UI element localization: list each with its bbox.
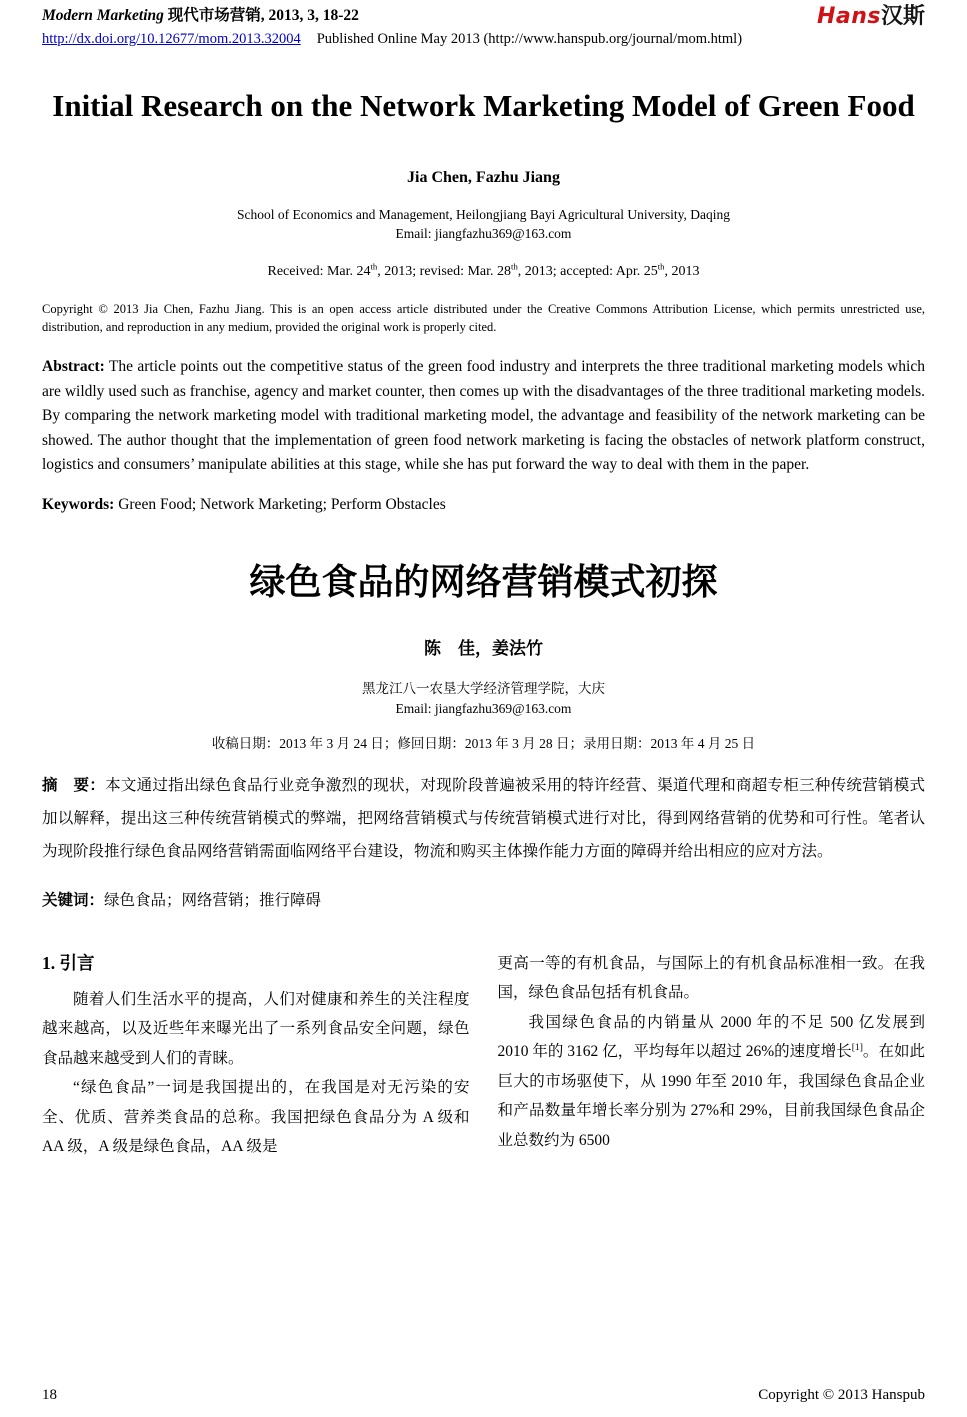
keywords-label: Keywords:: [42, 496, 115, 513]
page-number: 18: [42, 1387, 57, 1403]
body-columns: [42, 949, 925, 1162]
received-dates-cn: 收稿日期：2013 年 3 月 24 日；修回日期：2013 年 3 月 28 日；录用日期：2013 年 4 月 25 日: [211, 736, 756, 751]
email-cn: Email: jiangfazhu369@163.com: [395, 701, 572, 716]
hanspub-logo: [817, 6, 925, 28]
affiliation-cn: 黑龙江八一农垦大学经济管理学院，大庆: [362, 681, 605, 696]
right-column: [498, 949, 926, 1162]
doi-link[interactable]: http://dx.doi.org/10.12677/mom.2013.32004: [42, 31, 301, 47]
body-paragraph: 更高一等的有机食品，与国际上的有机食品标准相一致。在我国，绿色食品包括有机食品。: [497, 954, 925, 1001]
keywords-cn-label: 关键词：: [42, 891, 105, 909]
text-fragment: , 2013: [664, 264, 700, 279]
body-paragraph: 随着人们生活水平的提高，人们对健康和养生的关注程度越来越高，以及近些年来曝光出了一系列食品安全问题，绿色食品越来越受到人们的青睐。: [42, 990, 470, 1067]
citation-ref-1: [1]: [851, 1041, 863, 1053]
hanspub-logo-cn: 汉斯: [880, 4, 925, 29]
keywords-text: Green Food; Network Marketing; Perform Obstacles: [114, 496, 446, 513]
keywords-cn-text: 绿色食品；网络营销；推行障碍: [104, 891, 322, 909]
journal-issue-info: 现代市场营销, 2013, 3, 18-22: [163, 7, 359, 24]
abstract-cn: [42, 769, 925, 868]
journal-name: Modern Marketing: [42, 7, 164, 24]
email-en: Email: jiangfazhu369@163.com: [395, 226, 572, 241]
abstract-cn-label: 摘 要：: [42, 777, 106, 794]
journal-title: [42, 6, 359, 26]
ordinal-superscript: th: [657, 261, 665, 272]
body-paragraph: [498, 1008, 926, 1156]
journal-header: [42, 6, 925, 28]
text-fragment: , 2013; revised: Mar. 28: [377, 264, 512, 279]
text-fragment: Received: Mar. 24: [267, 264, 371, 279]
text-fragment: 我国绿色食品的内销量从 2000 年的不足 500 亿发展到 2010 年的 3162 亿，平均每年以超过 26%的速度增长: [497, 1013, 925, 1060]
text-fragment: , 2013; accepted: Apr. 25: [517, 264, 658, 279]
affiliation-en: School of Economics and Management, Heilongjiang Bayi Agricultural University, Daqing: [237, 207, 730, 222]
keywords-en: [42, 493, 925, 517]
ordinal-superscript: th: [370, 261, 378, 272]
hanspub-logo-latin: Hans: [816, 4, 881, 29]
section-heading-1: 1. 引言: [42, 952, 95, 973]
abstract-label: Abstract:: [42, 358, 105, 375]
authors-en: Jia Chen, Fazhu Jiang: [407, 169, 560, 186]
abstract-en: [42, 355, 925, 478]
text-fragment: 。在如此巨大的市场驱使下，从 1990 年至 2010 年，我国绿色食品企业和产品数量年增长率分别为 27%和 29%，目前我国绿色食品企业总数约为 6500: [497, 1043, 925, 1149]
body-paragraph: “绿色食品”一词是我国提出的，在我国是对无污染的安全、优质、营养类食品的总称。我国把绿色食品分为 A 级和 AA 级，A 级是绿色食品，AA 级是: [42, 1079, 470, 1155]
left-column: [42, 949, 470, 1162]
keywords-cn: [42, 884, 925, 917]
affiliation-block-cn: [42, 679, 925, 719]
paper-title-en: Initial Research on the Network Marketing Model of Green Food: [52, 88, 915, 123]
received-dates-en: [42, 262, 925, 281]
copyright-notice: Copyright © 2013 Jia Chen, Fazhu Jiang. This is an open access article distributed under the Creative Commons Attribution License, which permits unrestricted use, distribution, and reproduction in any medium, provided the original work is properly cited.: [42, 302, 925, 334]
published-info: Published Online May 2013 (http://www.hanspub.org/journal/mom.html): [316, 31, 743, 47]
paper-title-cn: 绿色食品的网络营销模式初探: [249, 562, 718, 602]
affiliation-block-en: [42, 205, 925, 243]
authors-cn: 陈 佳，姜法竹: [424, 639, 543, 658]
ordinal-superscript: th: [511, 261, 518, 272]
page-footer: [42, 1385, 925, 1405]
doi-line: [42, 29, 925, 49]
footer-copyright: Copyright © 2013 Hanspub: [758, 1387, 925, 1403]
abstract-cn-text: 本文通过指出绿色食品行业竞争激烈的现状，对现阶段普遍被采用的特许经营、渠道代理和商超专柜三种传统营销模式加以解释，提出这三种传统营销模式的弊端，把网络营销模式与传统营销模式进行对比，得到网络营销的优势和可行性。笔者认为现阶段推行绿色食品网络营销需面临网络平台建设，物流和购买主体操作能力方面的障碍并给出相应的应对方法。: [42, 777, 925, 860]
abstract-text: The article points out the competitive status of the green food industry and interprets the three traditional marketing models which are wildly used such as franchise, agency and market counter, then comes up with the disadvantages of the three traditional marketing models. By comparing the network marketing model with traditional marketing model, the advantage and feasibility of the network marketing can be showed. The author thought that the implementation of green food network marketing is facing the obstacles of network platform construct, logistics and consumers’ manipulate abilities at this stage, while she has put forward the way to deal with them in the paper.: [42, 358, 925, 473]
